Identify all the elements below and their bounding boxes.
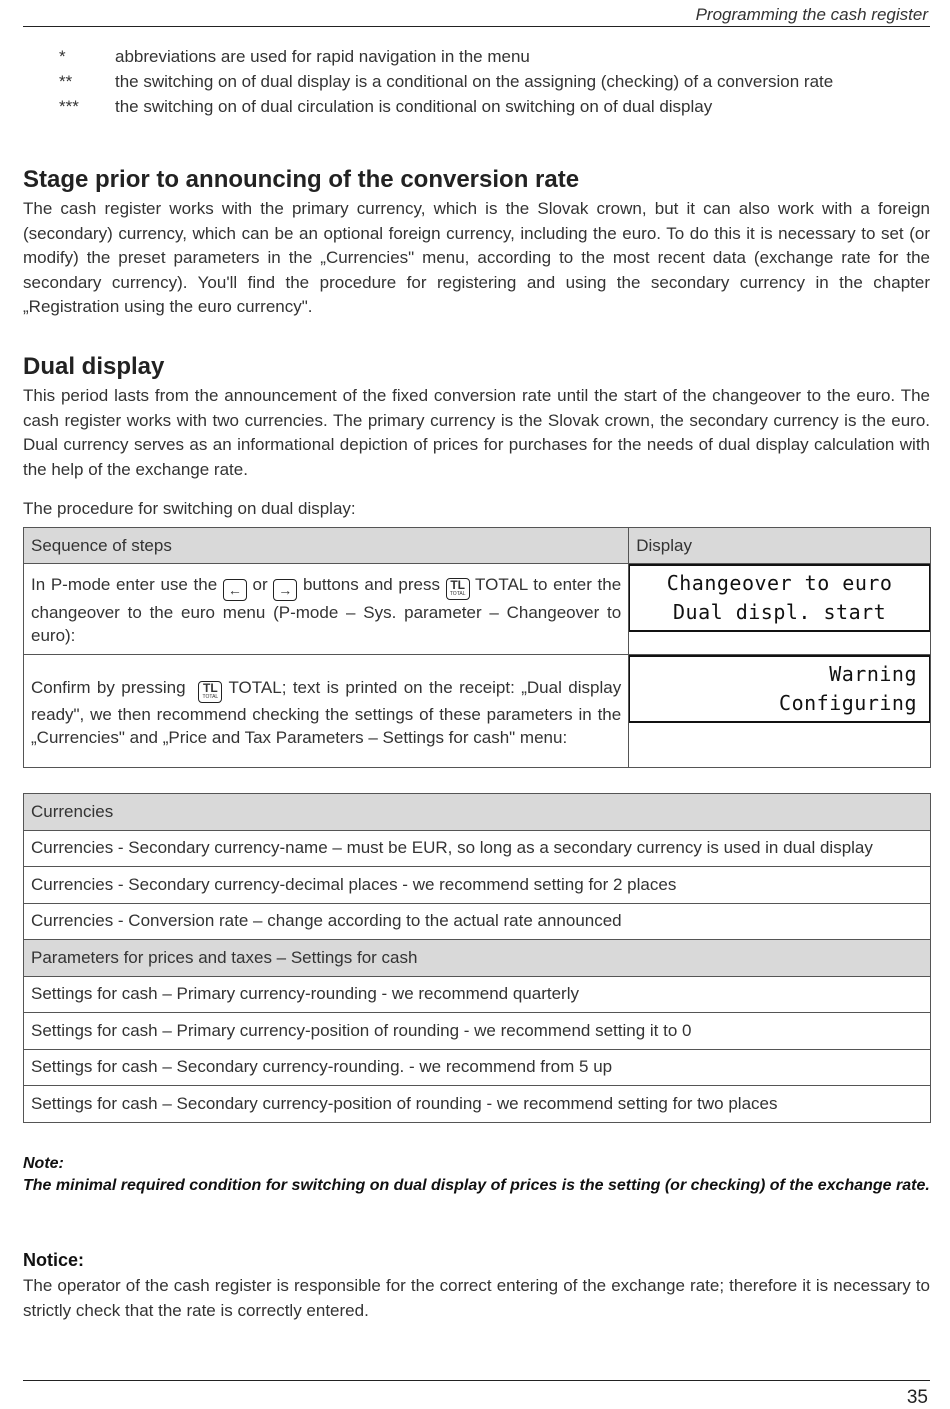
steps-table: [23, 527, 931, 768]
table-row: Currencies - Secondary currency-name – must be EUR, so long as a secondary currency is used in dual display: [24, 830, 931, 867]
section-heading-stage-prior: Stage prior to announcing of the conversion rate: [23, 166, 580, 193]
page-header: [23, 4, 930, 27]
section-body-stage-prior: The cash register works with the primary currency, which is the Slovak crown, but it can also work with a foreign (secondary) currency, which can be an optional foreign currency, including the euro. To do this it is necessary to set (or modify) the preset parameters in the „Currencies" menu, according to the most recent data (exchange rate for the secondary currency). You'll find the procedure for registering and using the secondary currency in the chapter „Registration using the euro currency".: [23, 199, 930, 316]
header-title: Programming the cash register: [695, 5, 928, 24]
right-arrow-key-icon: →: [273, 579, 297, 601]
step-display: [629, 655, 931, 768]
table-row: Currencies - Secondary currency-decimal places - we recommend setting for 2 places: [24, 867, 931, 904]
note-heading: Note:: [23, 1155, 64, 1172]
left-arrow-key-icon: ←: [223, 579, 247, 601]
note-body: The minimal required condition for switching on dual display of prices is the setting (or checking) of the exchange rate.: [23, 1177, 930, 1194]
footnote: *** the switching on of dual circulation is conditional on switching on of dual display: [59, 97, 713, 116]
procedure-intro: The procedure for switching on dual display:: [23, 499, 356, 518]
table-row: Settings for cash – Secondary currency-position of rounding - we recommend setting for two places: [24, 1086, 931, 1123]
footnotes: [23, 44, 930, 119]
table-section-header: Currencies: [24, 794, 931, 831]
footnote: ** the switching on of dual display is a conditional on the assigning (checking) of a conversion rate: [59, 72, 834, 91]
lcd-display: Changeover to euro Dual displ. start: [628, 564, 931, 632]
step-instruction: Confirm by pressing TL TOTAL TOTAL; text is printed on the receipt: „Dual display ready", we then recommend checking the settings of these parameters in the „Currencies" and „Price and Tax Parameters – Settings for cash" menu:: [24, 655, 629, 768]
step-instruction: In P-mode enter use the ← or → buttons and press TL TOTAL TOTAL to enter the changeover to the euro menu (P-mode – Sys. parameter – Changeover to euro):: [24, 564, 629, 655]
table-row: [24, 564, 931, 655]
section-body-dual-display: This period lasts from the announcement of the fixed conversion rate until the start of the changeover to the euro. The cash register works with two currencies. The primary currency is the Slovak crown, the secondary currency is the euro. Dual currency serves as an informational depiction of prices for purchases for the needs of dual display calculation with the help of the exchange rate.: [23, 386, 930, 479]
currency-settings-table: [23, 793, 931, 1123]
notice-heading: Notice:: [23, 1250, 85, 1270]
table-row: Settings for cash – Primary currency-position of rounding - we recommend setting it to 0: [24, 1013, 931, 1050]
total-key-icon: TL TOTAL: [446, 578, 470, 600]
table-row: Settings for cash – Secondary currency-rounding. - we recommend from 5 up: [24, 1049, 931, 1086]
col-header-display: Display: [629, 528, 931, 564]
section-heading-dual-display: Dual display: [23, 353, 165, 380]
page-number: 35: [906, 1387, 928, 1408]
table-row: Currencies - Conversion rate – change according to the actual rate announced: [24, 903, 931, 940]
footnote: * abbreviations are used for rapid navigation in the menu: [59, 47, 530, 66]
footer-divider: [23, 1380, 930, 1381]
notice-body: The operator of the cash register is responsible for the correct entering of the exchange rate; therefore it is necessary to strictly check that the rate is correctly entered.: [23, 1276, 930, 1320]
lcd-display: Warning Configuring: [628, 655, 931, 723]
table-section-header: Parameters for prices and taxes – Settings for cash: [24, 940, 931, 977]
col-header-steps: Sequence of steps: [24, 528, 629, 564]
step-display: [629, 564, 931, 655]
table-row: [24, 655, 931, 768]
total-key-icon: TL TOTAL: [198, 681, 222, 703]
steps-table-header: [24, 528, 931, 564]
table-row: Settings for cash – Primary currency-rounding - we recommend quarterly: [24, 976, 931, 1013]
